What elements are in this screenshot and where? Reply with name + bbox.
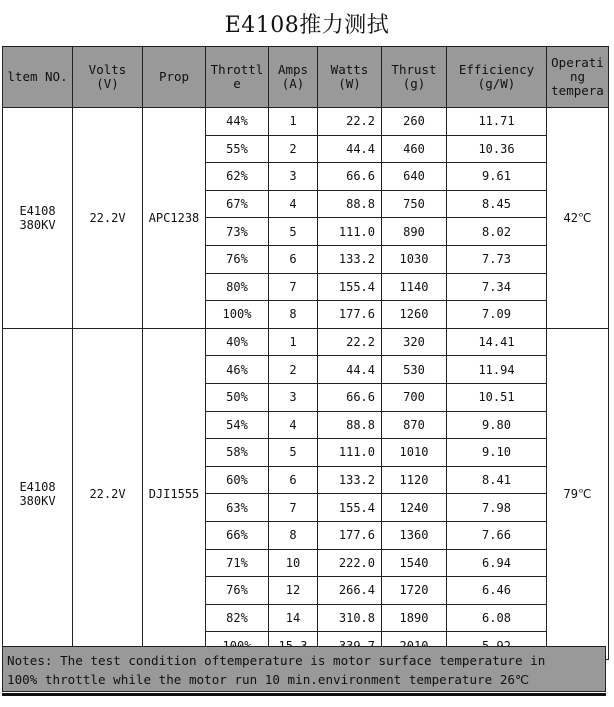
throttle-cell: 58% (206, 439, 269, 467)
efficiency-cell: 14.41 (447, 328, 547, 356)
watts-cell: 22.2 (318, 328, 382, 356)
prop-cell: APC1238 (143, 108, 206, 329)
header-label: Watts (W) (330, 62, 369, 91)
prop-cell: DJI1555 (143, 328, 206, 659)
throttle-cell: 40% (206, 328, 269, 356)
header-throttle (206, 47, 269, 108)
temperature-cell: 79℃ (547, 328, 609, 659)
header-label: Throttl e (210, 62, 264, 91)
thrust-cell: 1720 (382, 577, 447, 605)
throttle-cell: 80% (206, 273, 269, 301)
throttle-cell: 50% (206, 383, 269, 411)
thrust-cell: 320 (382, 328, 447, 356)
efficiency-cell: 7.73 (447, 245, 547, 273)
throttle-cell: 63% (206, 494, 269, 522)
thrust-cell: 1010 (382, 439, 447, 467)
header-efficiency (447, 47, 547, 108)
watts-cell: 177.6 (318, 521, 382, 549)
throttle-cell: 73% (206, 218, 269, 246)
amps-cell: 6 (269, 245, 318, 273)
amps-cell: 4 (269, 411, 318, 439)
header-label: Amps (A) (277, 62, 309, 91)
header-label: Volts (V) (88, 62, 127, 91)
watts-cell: 88.8 (318, 190, 382, 218)
watts-cell: 133.2 (318, 245, 382, 273)
watts-cell: 155.4 (318, 494, 382, 522)
watts-cell: 111.0 (318, 439, 382, 467)
watts-cell: 133.2 (318, 466, 382, 494)
thrust-cell: 870 (382, 411, 447, 439)
watts-cell: 177.6 (318, 301, 382, 329)
amps-cell: 12 (269, 577, 318, 605)
amps-cell: 5 (269, 439, 318, 467)
throttle-cell: 44% (206, 108, 269, 136)
header-label: Prop (158, 69, 190, 84)
watts-cell: 44.4 (318, 356, 382, 384)
efficiency-cell: 9.61 (447, 163, 547, 191)
throttle-cell: 82% (206, 604, 269, 632)
amps-cell: 2 (269, 135, 318, 163)
efficiency-cell: 8.45 (447, 190, 547, 218)
throttle-cell: 55% (206, 135, 269, 163)
thrust-cell: 1540 (382, 549, 447, 577)
thrust-cell: 750 (382, 190, 447, 218)
motor-model-cell: E4108 380KV (3, 328, 73, 659)
thrust-cell: 1240 (382, 494, 447, 522)
amps-cell: 1 (269, 108, 318, 136)
efficiency-cell: 6.46 (447, 577, 547, 605)
efficiency-cell: 7.66 (447, 521, 547, 549)
efficiency-cell: 11.71 (447, 108, 547, 136)
efficiency-cell: 8.02 (447, 218, 547, 246)
watts-cell: 155.4 (318, 273, 382, 301)
watts-cell: 22.2 (318, 108, 382, 136)
temperature-cell: 42℃ (547, 108, 609, 329)
thrust-cell: 1140 (382, 273, 447, 301)
amps-cell: 8 (269, 521, 318, 549)
amps-cell: 6 (269, 466, 318, 494)
header-row (3, 47, 609, 108)
table-row (3, 328, 609, 356)
thrust-cell: 260 (382, 108, 447, 136)
amps-cell: 10 (269, 549, 318, 577)
volts-cell: 22.2V (73, 108, 143, 329)
thrust-cell: 460 (382, 135, 447, 163)
thrust-cell: 700 (382, 383, 447, 411)
thrust-cell: 1030 (382, 245, 447, 273)
header-thrust (382, 47, 447, 108)
header-label: Operati ng tempera (551, 55, 604, 98)
volts-cell: 22.2V (73, 328, 143, 659)
amps-cell: 5 (269, 218, 318, 246)
throttle-cell: 76% (206, 245, 269, 273)
watts-cell: 66.6 (318, 163, 382, 191)
throttle-cell: 62% (206, 163, 269, 191)
header-operating-temperature (547, 47, 609, 108)
efficiency-cell: 9.10 (447, 439, 547, 467)
amps-cell: 7 (269, 273, 318, 301)
thrust-cell: 1890 (382, 604, 447, 632)
notes-box: Notes: The test condition oftemperature is motor surface temperature in 100% throttle while the motor run 10 min.environment temperature 26℃ (2, 646, 606, 692)
amps-cell: 1 (269, 328, 318, 356)
amps-cell: 4 (269, 190, 318, 218)
efficiency-cell: 10.51 (447, 383, 547, 411)
amps-cell: 14 (269, 604, 318, 632)
amps-cell: 2 (269, 356, 318, 384)
page-title: E4108推力测拭 (224, 13, 390, 38)
efficiency-cell: 10.36 (447, 135, 547, 163)
header-volts (73, 47, 143, 108)
throttle-cell: 54% (206, 411, 269, 439)
thrust-test-table (2, 46, 609, 660)
throttle-cell: 60% (206, 466, 269, 494)
throttle-cell: 71% (206, 549, 269, 577)
table-row (3, 108, 609, 136)
amps-cell: 7 (269, 494, 318, 522)
amps-cell: 3 (269, 383, 318, 411)
watts-cell: 266.4 (318, 577, 382, 605)
watts-cell: 88.8 (318, 411, 382, 439)
throttle-cell: 100% (206, 301, 269, 329)
thrust-cell: 1120 (382, 466, 447, 494)
efficiency-cell: 8.41 (447, 466, 547, 494)
header-amps (269, 47, 318, 108)
amps-cell: 3 (269, 163, 318, 191)
thrust-cell: 530 (382, 356, 447, 384)
throttle-cell: 46% (206, 356, 269, 384)
efficiency-cell: 9.80 (447, 411, 547, 439)
table-body (3, 108, 609, 660)
thrust-cell: 1360 (382, 521, 447, 549)
efficiency-cell: 6.08 (447, 604, 547, 632)
efficiency-cell: 7.98 (447, 494, 547, 522)
header-item-no (3, 47, 73, 108)
thrust-cell: 640 (382, 163, 447, 191)
watts-cell: 111.0 (318, 218, 382, 246)
thrust-cell: 1260 (382, 301, 447, 329)
header-label: Efficiency (g/W) (458, 62, 535, 91)
efficiency-cell: 7.34 (447, 273, 547, 301)
header-watts (318, 47, 382, 108)
watts-cell: 310.8 (318, 604, 382, 632)
efficiency-cell: 11.94 (447, 356, 547, 384)
watts-cell: 66.6 (318, 383, 382, 411)
header-label: ltem NO. (7, 69, 68, 84)
thrust-cell: 890 (382, 218, 447, 246)
efficiency-cell: 6.94 (447, 549, 547, 577)
bottom-rule (2, 693, 606, 696)
efficiency-cell: 7.09 (447, 301, 547, 329)
watts-cell: 222.0 (318, 549, 382, 577)
amps-cell: 8 (269, 301, 318, 329)
throttle-cell: 67% (206, 190, 269, 218)
throttle-cell: 76% (206, 577, 269, 605)
motor-model-cell: E4108 380KV (3, 108, 73, 329)
header-label: Thrust (g) (391, 62, 437, 91)
watts-cell: 44.4 (318, 135, 382, 163)
throttle-cell: 66% (206, 521, 269, 549)
header-prop (143, 47, 206, 108)
